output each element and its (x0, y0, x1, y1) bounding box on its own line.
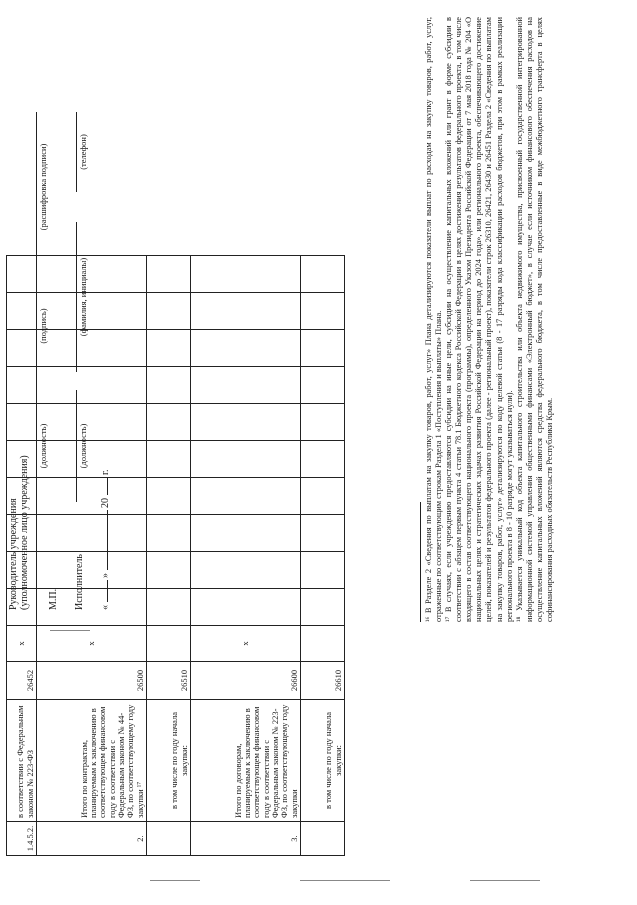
cell-value: x (191, 626, 301, 662)
cell-empty (147, 256, 191, 293)
cell-empty (191, 552, 301, 589)
row-label: Итого по контрактам, планируемым к заключению в соответствующем финансовом году в соответствии с Федеральным законом № 44-ФЗ, по соответствующему году закупки ¹⁷ (37, 700, 147, 822)
row-label: в том числе по году начала закупки: (301, 700, 345, 822)
document-page (0, 2, 637, 872)
cell-empty (301, 404, 345, 441)
table-row (147, 256, 191, 856)
date-suffix: г. (100, 469, 111, 475)
cell-empty (191, 589, 301, 626)
cell-empty (191, 515, 301, 552)
head-label (8, 455, 30, 610)
cell-empty (147, 589, 191, 626)
date-open: « (100, 605, 111, 610)
cell-empty (7, 293, 37, 330)
cell-empty (191, 330, 301, 367)
table-row (37, 256, 147, 856)
head-label-1: Руководитель учреждения (8, 498, 19, 610)
cell-empty (7, 256, 37, 293)
caption-signature: (подпись) (38, 308, 48, 344)
cell-empty (301, 293, 345, 330)
table-row (191, 256, 301, 856)
executor-label: Исполнитель (74, 554, 85, 610)
head-label-2: (уполномоченное лицо учреждения) (19, 455, 30, 610)
position-line (36, 390, 37, 502)
executor-name-line (76, 222, 77, 372)
scan-mark (150, 880, 200, 881)
table-row (301, 256, 345, 856)
caption-position-2: (должность) (78, 423, 88, 469)
cell-empty (37, 293, 147, 330)
cell-empty (301, 552, 345, 589)
scan-mark (300, 880, 390, 881)
cell-empty (301, 330, 345, 367)
scan-mark (470, 880, 540, 881)
cell-empty (301, 589, 345, 626)
plan-table (6, 255, 345, 856)
stamp-label: М.П. (48, 588, 59, 610)
footnote-separator (420, 502, 421, 622)
cell-value (301, 626, 345, 662)
signature-line (36, 280, 37, 372)
row-label: в соответствии с Федеральным законом № 223-ФЗ (7, 700, 37, 822)
caption-decoding: (расшифровка подписи) (38, 143, 48, 231)
row-code: 26510 (147, 662, 191, 700)
row-label: в том числе по году начала закупки: (147, 700, 191, 822)
cell-empty (147, 441, 191, 478)
cell-empty (191, 367, 301, 404)
cell-empty (37, 515, 147, 552)
cell-empty (191, 478, 301, 515)
row-number: 3. (191, 822, 301, 856)
row-number (147, 822, 191, 856)
row-code: 26610 (301, 662, 345, 700)
footnote-18: ¹⁸ Указывается уникальный код объекта капитального строительства или объекта недвижимого имущества, присвоенный государственной интегрированной информационной системой управления общественными финансами «Электронный бюджет», в случае если источником финансового обеспечения расходов на осуществление капитальных вложений являются средства федерального бюджета, в том числе предоставленные в виде межбюджетного трансферта в целях софинансирования расходных обязательств Республики Крым. (514, 17, 554, 622)
cell-empty (37, 367, 147, 404)
cell-empty (147, 293, 191, 330)
caption-position: (должность) (38, 423, 48, 469)
cell-empty (147, 404, 191, 441)
row-code: 26600 (191, 662, 301, 700)
row-code: 26500 (37, 662, 147, 700)
row-code: 26452 (7, 662, 37, 700)
decoding-line (36, 112, 37, 262)
cell-empty (191, 404, 301, 441)
executor-phone-line (76, 112, 77, 192)
caption-name: (фамилия, инициалы) (78, 257, 88, 337)
date-year: 20 (100, 498, 111, 508)
cell-empty (301, 478, 345, 515)
footnotes (424, 17, 555, 622)
row-label: Итого по договорам, планируемым к заключению в соответствующем финансовом году в соответствии с Федеральным законом № 223-ФЗ, по соответствующему году закупки (191, 700, 301, 822)
footnote-16: ¹⁶ В Разделе 2 «Сведения по выплатам на закупку товаров, работ, услуг» Плана детализируются показатели выплат по расходам на закупку товаров, работ, услуг, отраженные по соответствующим строкам Раздела 1 «Поступления и выплаты» Плана. (424, 17, 444, 622)
cell-empty (7, 367, 37, 404)
row-number: 1.4.5.2. (7, 822, 37, 856)
cell-empty (37, 441, 147, 478)
executor-position-line (76, 390, 77, 502)
row-number: 2. (37, 822, 147, 856)
cell-empty (147, 330, 191, 367)
date-line (100, 470, 111, 610)
cell-empty (301, 367, 345, 404)
date-close: » (100, 573, 111, 578)
cell-empty (301, 441, 345, 478)
cell-empty (37, 256, 147, 293)
cell-empty (37, 330, 147, 367)
cell-empty (7, 330, 37, 367)
cell-empty (147, 515, 191, 552)
cell-empty (147, 552, 191, 589)
cell-empty (37, 478, 147, 515)
cell-empty (191, 441, 301, 478)
cell-empty (37, 404, 147, 441)
scan-mark (50, 630, 90, 631)
caption-phone: (телефон) (78, 134, 88, 170)
footnote-17: ¹⁷ В случаях, если учреждению предоставляются субсидии на иные цели, субсидии на осуществление капитальных вложений или грант в форме субсидии в соответствии с абзацем первым пункта 4 статьи 78.1 Бюджетного кодекса Российской Федерации в целях достижения результатов федерального проекта, в том числе входящего в состав соответствующего национального проекта (программы), определенного Указом Президента Российской Федерации от 7 мая 2018 года № 204 «О национальных целях и стратегических задачах развития Российской Федерации на период до 2024 года», или регионального проекта, обеспечивающего достижение целей, показателей и результатов федерального проекта (далее - региональный проект), показатели строк 26310, 26421, 26430 и 26451 Раздела 2 «Сведения по выплатам на закупку товаров, работ, услуг» детализируются по коду целевой статьи (8 - 17 разряды кода классификации расходов бюджетов, при этом в рамках реализации регионального проекта в 8 - 10 разряде могут указываться нули). (444, 17, 514, 622)
cell-value (147, 626, 191, 662)
cell-empty (191, 293, 301, 330)
row-number (301, 822, 345, 856)
cell-empty (37, 552, 147, 589)
cell-empty (301, 515, 345, 552)
cell-value: x (37, 626, 147, 662)
cell-value: x (7, 626, 37, 662)
cell-empty (301, 256, 345, 293)
cell-empty (147, 367, 191, 404)
cell-empty (191, 256, 301, 293)
cell-empty (7, 404, 37, 441)
cell-empty (147, 478, 191, 515)
